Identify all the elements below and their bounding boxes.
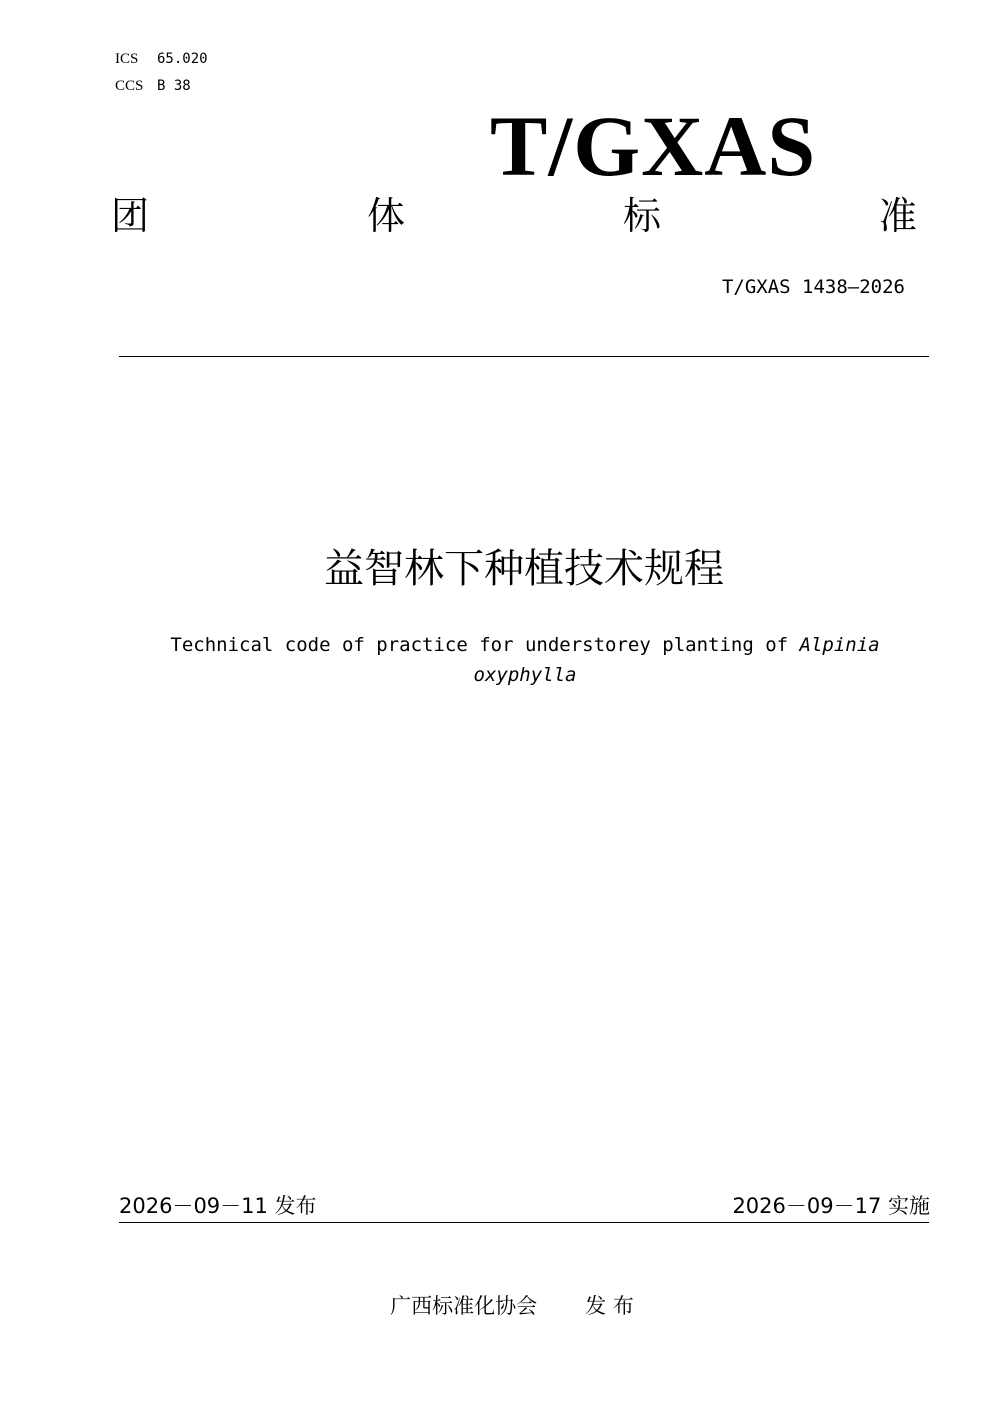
standard-type-char-3: 标 xyxy=(623,194,662,238)
ccs-code xyxy=(115,76,191,95)
publisher-line xyxy=(0,1292,1000,1320)
header-divider xyxy=(119,356,929,357)
publish-date: 2026－09－11 发布 xyxy=(119,1194,317,1218)
standard-code-mark: T/GXAS xyxy=(490,98,817,194)
ics-label: ICS xyxy=(115,51,139,67)
standard-type-char-4: 准 xyxy=(879,194,918,238)
standard-type-char-2: 体 xyxy=(367,194,406,238)
ccs-value: B 38 xyxy=(157,78,191,94)
standard-type-char-1: 团 xyxy=(111,194,150,238)
footer-divider xyxy=(119,1222,929,1223)
title-english xyxy=(140,630,910,690)
publisher-action: 发 布 xyxy=(585,1294,634,1318)
title-english-species: Alpinia oxyphylla xyxy=(473,634,880,686)
implement-date: 2026－09－17 实施 xyxy=(732,1194,930,1218)
ics-value: 65.020 xyxy=(157,51,208,67)
title-english-text: Technical code of practice for understorey planting of xyxy=(170,634,800,656)
publisher-name: 广西标准化协会 xyxy=(390,1294,538,1318)
ccs-label: CCS xyxy=(115,78,144,94)
standard-number: T/GXAS 1438—2026 xyxy=(721,276,905,298)
title-chinese: 益智林下种植技术规程 xyxy=(324,546,724,592)
ics-code xyxy=(115,49,208,68)
